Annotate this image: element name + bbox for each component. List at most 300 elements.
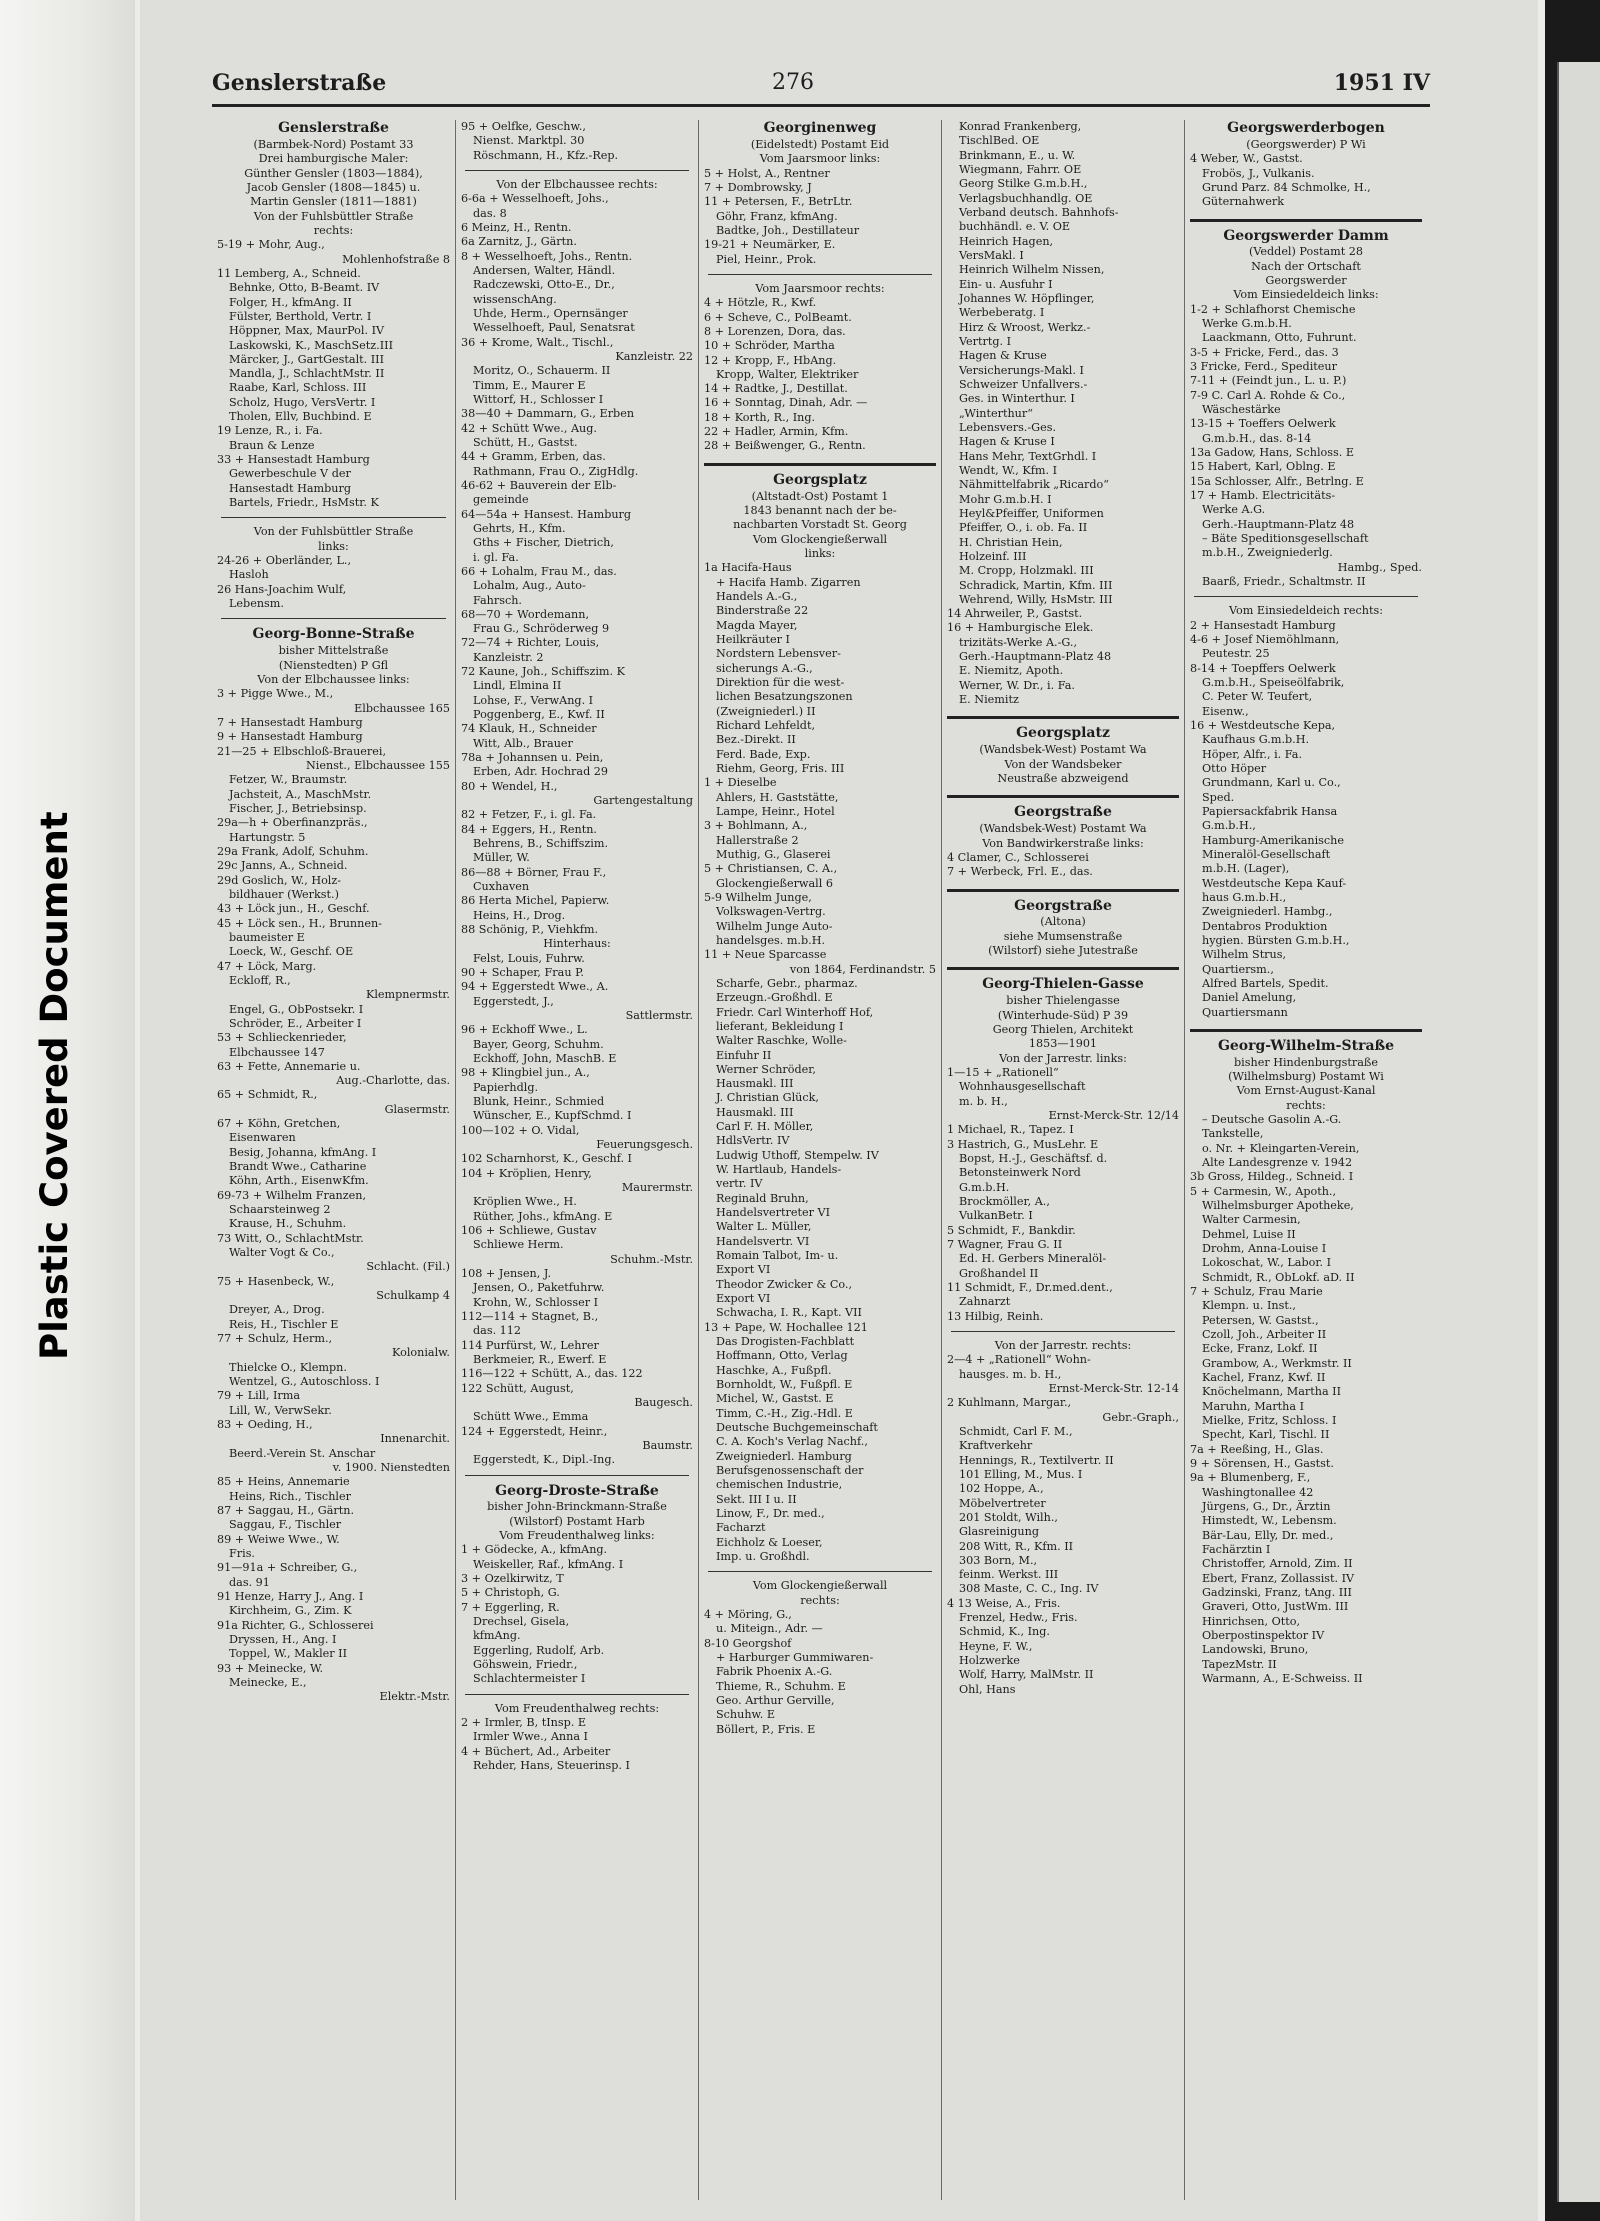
directory-entry: 7 + Werbeck, Frl. E., das. [947,865,1093,879]
directory-entry: 63 + Fette, Annemarie u. [217,1059,361,1073]
directory-entry: Innenarchit. [380,1432,450,1446]
directory-entry: Ferd. Bade, Exp. [716,747,811,761]
column-5 [1184,120,1427,2200]
street-note: siehe Mumsenstraße [1003,929,1123,943]
directory-entry: 2 + Hansestadt Hamburg [1190,618,1336,632]
directory-entry: 17 + Hamb. Electricitäts- [1190,489,1336,503]
directory-entry: Handelsvertr. VI [716,1234,810,1248]
directory-entry: Schradick, Martin, Kfm. III [959,578,1113,592]
directory-entry: Tankstelle, [1202,1127,1264,1141]
street-note: (Georgswerder) P Wi [1246,137,1366,151]
directory-entry: 7-9 C. Carl A. Rohde & Co., [1190,388,1346,402]
directory-entry: 3 + Ozelkirwitz, T [461,1572,564,1586]
directory-entry: 7 + Dombrowsky, J [704,180,812,194]
directory-entry: 75 + Hasenbeck, W., [217,1274,335,1288]
page-content [212,64,1430,2204]
directory-entry: Lohalm, Aug., Auto- [473,579,586,593]
directory-entry: 95 + Oelfke, Geschw., [461,120,586,133]
street-note: 1853—1901 [1028,1037,1098,1051]
directory-entry: – Bäte Speditionsgesellschaft [1202,532,1369,546]
directory-entry: Toppel, W., Makler II [229,1647,348,1661]
street-heading: Georg-Droste-Straße [495,1482,659,1499]
directory-page [140,0,1538,2221]
directory-entry: 122 Schütt, August, [461,1381,574,1395]
directory-entry: 78a + Johannsen u. Pein, [461,751,604,765]
directory-entry: HdlsVertr. IV [716,1134,790,1148]
directory-entry: 22 + Hadler, Armin, Kfm. [704,425,849,439]
directory-entry: 64—54a + Hansest. Hamburg [461,507,632,521]
directory-entry: Feuerungsgesch. [596,1137,693,1151]
directory-entry: Heins, H., Drog. [473,908,566,922]
directory-entry: Heinrich Hagen, [959,234,1054,248]
directory-entry: Thieme, R., Schuhm. E [716,1679,846,1693]
directory-entry: Gebr.-Graph., [1102,1410,1179,1424]
directory-entry: Georg Stilke G.m.b.H., [959,177,1088,191]
directory-entry: Frenzel, Hedw., Fris. [959,1611,1078,1625]
directory-entry: 8 + Wesselhoeft, Johs., Rentn. [461,249,633,263]
directory-entry: 101 Elling, M., Mus. I [959,1467,1083,1481]
street-note: (Wandsbek-West) Postamt Wa [979,743,1147,757]
directory-entry: 8-10 Georgshof [704,1636,792,1650]
directory-entry: Mineralöl-Gesellschaft [1202,847,1331,861]
directory-entry: Höper, Alfr., i. Fa. [1202,747,1303,761]
directory-entry: 82 + Fetzer, F., i. gl. Fa. [461,808,597,822]
directory-entry: 5 + Carmesin, W., Apoth., [1190,1184,1337,1198]
street-note: Jacob Gensler (1808—1845) u. [246,180,421,194]
street-note: Von der Fuhlsbüttler Straße [253,209,414,223]
directory-entry: Knöchelmann, Martha II [1202,1385,1342,1399]
directory-entry: 11 Schmidt, F., Dr.med.dent., [947,1280,1113,1294]
directory-entry: Otto Höper [1202,761,1267,775]
street-note: (Altstadt-Ost) Postamt 1 [751,489,889,503]
directory-entry: Ernst-Merck-Str. 12-14 [1048,1381,1179,1395]
directory-entry: Hausmakl. III [716,1105,794,1119]
directory-entry: Nordstern Lebensver- [716,647,841,661]
street-note: rechts: [1286,1098,1326,1112]
directory-entry: 16 + Hamburgische Elek. [947,621,1094,635]
directory-entry: 19 Lenze, R., i. Fa. [217,424,323,438]
directory-entry: Gartengestaltung [593,794,693,808]
directory-entry: 303 Born, M., [959,1553,1038,1567]
directory-entry: Petersen, W. Gastst., [1202,1313,1319,1327]
directory-entry: Theodor Zwicker & Co., [716,1277,853,1291]
directory-entry: Schuhm.-Mstr. [610,1252,693,1266]
directory-entry: Sattlermstr. [625,1009,693,1023]
directory-entry: Hirz & Wroost, Werkz.- [959,320,1091,334]
directory-entry: (Zweigniederl.) II [716,704,816,718]
directory-entry: VulkanBetr. I [959,1209,1033,1223]
directory-entry: 46-62 + Bauverein der Elb- [461,478,617,492]
directory-entry: Ges. in Winterthur. I [959,392,1075,406]
directory-entry: Ebert, Franz, Zollassist. IV [1202,1571,1355,1585]
street-note: (Wandsbek-West) Postamt Wa [979,822,1147,836]
directory-entry: Vertrtg. I [959,334,1012,348]
street-heading: Georgstraße [1014,804,1112,821]
directory-entry: Kraftverkehr [959,1439,1033,1453]
directory-entry: Berufsgenossenschaft der [716,1464,864,1478]
directory-entry: Werner Schröder, [716,1062,816,1076]
directory-entry: 13 Hilbig, Reinh. [947,1309,1044,1323]
directory-entry: Hasloh [229,568,269,582]
directory-entry: o. Nr. + Kleingarten-Verein, [1202,1141,1360,1155]
directory-entry: 4 + Hötzle, R., Kwf. [704,296,817,310]
directory-entry: VersMakl. I [959,248,1024,262]
directory-entry: Alfred Bartels, Spedit. [1202,976,1329,990]
directory-entry: Ohl, Hans [959,1682,1016,1696]
directory-entry: Laackmann, Otto, Fuhrunt. [1202,331,1357,345]
directory-entry: E. Niemitz, Apoth. [959,664,1064,678]
directory-entry: 36 + Krome, Walt., Tischl., [461,335,614,349]
directory-entry: Dehmel, Luise II [1202,1227,1296,1241]
directory-entry: Das Drogisten-Fachblatt [716,1335,855,1349]
directory-entry: Witt, Alb., Brauer [473,736,573,750]
directory-entry: 2—4 + „Rationell“ Wohn- [947,1353,1091,1367]
directory-entry: 84 + Eggers, H., Rentn. [461,822,597,836]
directory-entry: 1—15 + „Rationell“ [947,1066,1059,1079]
directory-entry: 1 Michael, R., Tapez. I [947,1123,1074,1137]
street-note: links: [804,547,836,561]
directory-entry: lichen Besatzungszonen [716,690,853,704]
directory-entry: Kanzleistr. 2 [473,650,544,664]
directory-entry: Ahlers, H. Gaststätte, [716,790,839,804]
directory-entry: Baugesch. [634,1395,693,1409]
directory-entry: Lebensvers.-Ges. [959,420,1057,434]
directory-entry: handelsges. m.b.H. [716,933,826,947]
directory-entry: Meinecke, E., [229,1675,307,1689]
section-divider [465,1475,689,1476]
directory-entry: 53 + Schlieckenrieder, [217,1031,347,1045]
directory-entry: Brandt Wwe., Catharine [229,1160,367,1174]
directory-entry: Specht, Karl, Tischl. II [1202,1428,1330,1442]
directory-entry: 94 + Eggerstedt Wwe., A. [461,980,609,994]
street-note: Von der Elbchaussee rechts: [496,177,658,191]
directory-entry: Kanzleistr. 22 [615,349,693,363]
directory-entry: Eckloff, R., [229,973,291,987]
directory-entry: 14 + Radtke, J., Destillat. [704,382,848,396]
street-note: (Nienstedten) P Gfl [278,658,389,672]
directory-entry: Jachsteit, A., MaschMstr. [229,787,372,801]
street-note: (Veddel) Postamt 28 [1248,245,1364,259]
directory-entry: Ein- u. Ausfuhr I [959,277,1053,291]
directory-columns [212,120,1430,2200]
directory-entry: Göhswein, Friedr., [473,1658,578,1672]
directory-entry: Moritz, O., Schauerm. II [473,364,611,378]
directory-entry: 86 Herta Michel, Papierw. [461,894,610,908]
street-heading: Georgsplatz [1016,725,1110,742]
directory-entry: Schliewe Herm. [473,1238,564,1252]
directory-entry: 1 + Dieselbe [704,776,777,790]
directory-entry: Elbchaussee 147 [229,1045,325,1059]
directory-entry: Konrad Frankenberg, [959,120,1082,133]
directory-entry: 87 + Saggau, H., Gärtn. [217,1504,355,1517]
directory-entry: Heyl&Pfeiffer, Uniformen [959,506,1104,520]
directory-entry: Wolf, Harry, MalMstr. II [959,1668,1094,1682]
directory-entry: Schütt Wwe., Emma [473,1410,589,1424]
directory-entry: Maurermstr. [621,1180,693,1194]
directory-entry: Eggerstedt, J., [473,994,554,1008]
directory-entry: Fahrsch. [473,593,522,607]
directory-entry: Bär-Lau, Elly, Dr. med., [1202,1528,1334,1542]
directory-entry: 4 Clamer, C., Schlosserei [947,850,1089,864]
directory-entry: 7 Wagner, Frau G. II [947,1237,1063,1251]
directory-entry: Quartiersm., [1202,962,1274,976]
directory-entry: 73 Witt, O., SchlachtMstr. [217,1231,364,1245]
directory-entry: m.b.H. (Lager), [1202,862,1290,876]
directory-entry: Hinrichsen, Otto, [1202,1614,1301,1628]
directory-entry: Badtke, Joh., Destillateur [716,223,860,237]
directory-entry: Laskowski, K., MaschSetz.III [229,338,393,352]
directory-entry: chemischen Industrie, [716,1478,843,1492]
running-head-street: Genslerstraße [212,70,387,96]
street-note: Georgswerder [1265,274,1347,288]
directory-entry: 2 + Irmler, B, tInsp. E [461,1716,587,1730]
directory-entry: Haschke, A., Fußpfl. [716,1363,832,1377]
directory-entry: 89 + Weiwe Wwe., W. [217,1532,340,1546]
directory-entry: Himstedt, W., Lebensm. [1202,1514,1337,1528]
directory-entry: 93 + Meinecke, W. [217,1661,324,1675]
directory-entry: 7 + Eggerling, R. [461,1600,560,1614]
directory-entry: Wilhelm Strus, [1202,948,1287,962]
directory-entry: 7 + Schulz, Frau Marie [1190,1285,1323,1298]
street-note: (Barmbek-Nord) Postamt 33 [253,137,414,151]
street-note: Von der Jarrestr. rechts: [994,1338,1132,1352]
directory-entry: 29a Frank, Adolf, Schuhm. [217,844,369,858]
directory-entry: 108 + Jensen, J. [461,1266,552,1280]
directory-entry: Westdeutsche Kepa Kauf- [1202,876,1347,890]
directory-entry: vertr. IV [716,1177,763,1191]
directory-entry: 6 + Scheve, C., PolBeamt. [704,310,852,324]
directory-entry: Schmidt, R., ObLokf. aD. II [1202,1270,1355,1284]
directory-entry: Klempnermstr. [365,988,450,1002]
directory-entry: 4 13 Weise, A., Fris. [947,1596,1061,1610]
directory-entry: Ed. H. Gerbers Mineralöl- [959,1252,1107,1266]
directory-entry: Fülster, Berthold, Vertr. I [229,309,372,323]
street-note: (Eidelstedt) Postamt Eid [750,137,890,151]
directory-entry: Kachel, Franz, Kwf. II [1202,1370,1326,1384]
section-divider [465,170,689,171]
directory-entry: Möbelvertreter [959,1496,1046,1510]
street-note: (Altona) [1040,915,1086,929]
directory-entry: Lebensm. [229,597,284,611]
directory-entry: Wohnhausgesellschaft [959,1080,1086,1094]
directory-entry: Schweizer Unfallvers.- [959,377,1088,391]
directory-entry: bildhauer (Werkst.) [229,887,339,901]
directory-entry: Wilhelmsburger Apotheke, [1202,1199,1354,1213]
directory-entry: Erben, Adr. Hochrad 29 [473,765,609,779]
directory-entry: Sped. [1202,790,1235,804]
directory-entry: v. 1900. Nienstedten [332,1461,450,1475]
directory-entry: 4-6 + Josef Niemöhlmann, [1190,632,1340,646]
directory-entry: 16 + Sonntag, Dinah, Adr. — [704,396,868,410]
directory-entry: das. 112 [473,1324,522,1338]
directory-entry: Hennings, R., Textilvertr. II [959,1453,1114,1467]
directory-entry: Gths + Fischer, Dietrich, [473,536,614,550]
street-note: links: [318,539,349,553]
directory-entry: Romain Talbot, Im- u. [716,1249,839,1263]
directory-entry: 29c Janns, A., Schneid. [217,859,348,873]
directory-entry: 5 + Christiansen, C. A., [704,862,838,876]
directory-entry: Schulkamp 4 [376,1289,450,1303]
directory-entry: Irmler Wwe., Anna I [473,1730,588,1744]
directory-entry: 79 + Lill, Irma [217,1389,301,1403]
directory-entry: Lokoschat, W., Labor. I [1202,1256,1332,1270]
directory-entry: Glasreinigung [959,1525,1039,1539]
directory-entry: 3 Fricke, Ferd., Spediteur [1190,360,1337,374]
street-note: nachbarten Vorstadt St. Georg [733,518,907,532]
directory-entry: Kolonialw. [392,1346,450,1360]
directory-entry: Gerh.-Hauptmann-Platz 48 [959,650,1112,664]
section-divider [708,1571,932,1572]
directory-entry: J. Christian Glück, [716,1091,819,1105]
directory-entry: Lill, W., VerwSekr. [229,1403,332,1417]
directory-entry: Werbeberatg. I [959,306,1045,320]
directory-entry: Glasermstr. [384,1102,450,1116]
directory-entry: Ernst-Merck-Str. 12/14 [1048,1108,1179,1122]
directory-entry: E. Niemitz [959,693,1019,707]
directory-entry: 26 Hans-Joachim Wulf, [217,582,347,596]
directory-entry: Christoffer, Arnold, Zim. II [1202,1557,1353,1571]
directory-entry: Radczewski, Otto-E., Dr., [473,278,615,292]
directory-entry: Baumstr. [642,1438,693,1452]
directory-entry: Köhn, Arth., EisenwKfm. [229,1174,369,1188]
directory-entry: Reginald Bruhn, [716,1191,809,1205]
directory-entry: Jensen, O., Paketfuhrw. [473,1281,605,1295]
street-note: Vom Glockengießerwall [752,1579,888,1593]
street-note: Vom Freudenthalweg links: [499,1529,655,1543]
directory-entry: 3b Gross, Hildeg., Schneid. I [1190,1170,1354,1184]
street-heading: Georginenweg [763,120,877,136]
directory-entry: 8 + Lorenzen, Dora, das. [704,324,846,338]
street-note: bisher Hindenburgstraße [1234,1055,1378,1069]
section-divider [221,517,446,518]
directory-entry: Export VI [716,1292,771,1306]
directory-entry: sicherungs A.-G., [716,661,813,675]
directory-entry: 4 + Büchert, Ad., Arbeiter [461,1744,611,1758]
directory-entry: Beerd.-Verein St. Anschar [229,1446,376,1460]
directory-entry: 91a Richter, G., Schlosserei [217,1618,374,1632]
directory-entry: Thielcke O., Klempn. [229,1360,347,1374]
directory-entry: Weiskeller, Raf., kfmAng. I [473,1557,624,1571]
column-3 [698,120,941,2200]
directory-entry: hygien. Bürsten G.m.b.H., [1202,933,1350,947]
directory-entry: Frau G., Schröderweg 9 [473,622,610,636]
directory-entry: 8-14 + Toepffers Oelwerk [1190,661,1336,675]
directory-entry: 9a + Blumenberg, F., [1190,1471,1311,1485]
directory-entry: 45 + Löck sen., H., Brunnen- [217,916,382,930]
directory-entry: Einfuhr II [716,1048,772,1062]
directory-entry: 28 + Beißwenger, G., Rentn. [704,439,866,453]
directory-entry: Poggenberg, E., Kwf. II [473,708,605,722]
directory-entry: 66 + Lohalm, Frau M., das. [461,564,617,578]
directory-entry: Heins, Rich., Tischler [229,1489,351,1503]
directory-entry: Behrens, B., Schiffszim. [473,837,609,851]
directory-entry: Landowski, Bruno, [1202,1643,1309,1657]
directory-entry: 47 + Löck, Marg. [217,959,317,973]
directory-entry: das. 91 [229,1575,270,1589]
directory-entry: Magda Mayer, [716,618,798,632]
directory-entry: Carl F. H. Möller, [716,1120,814,1134]
directory-entry: 15 Habert, Karl, Oblng. E [1190,460,1336,474]
directory-entry: 1a Hacifa-Haus [704,561,792,575]
section-divider [465,1694,689,1695]
directory-entry: Walter Carmesin, [1202,1213,1301,1227]
directory-entry: 102 Scharnhorst, K., Geschf. I [461,1152,632,1166]
directory-entry: Piel, Heinr., Prok. [716,252,817,266]
directory-entry: lieferant, Bekleidung I [716,1019,844,1033]
directory-entry: 114 Purfürst, W., Lehrer [461,1338,599,1352]
section-divider [1194,596,1418,597]
directory-entry: Besig, Johanna, kfmAng. I [229,1145,377,1159]
directory-entry: 91 Henze, Harry J., Ang. I [217,1589,364,1603]
directory-entry: 33 + Hansestadt Hamburg [217,453,370,467]
street-note: Vom Einsiedeldeich rechts: [1228,604,1384,618]
street-note: bisher Mittelstraße [278,644,389,658]
directory-entry: 13-15 + Toeffers Oelwerk [1190,417,1336,431]
left-margin [0,0,135,2221]
directory-entry: 24-26 + Oberländer, L., [217,554,352,568]
directory-entry: 11 + Petersen, F., BetrLtr. [704,195,853,209]
directory-entry: 308 Maste, C. C., Ing. IV [959,1582,1099,1596]
directory-entry: Engel, G., ObPostsekr. I [229,1002,364,1016]
section-divider [1190,1029,1422,1032]
directory-entry: Tholen, Ellv, Buchbind. E [229,410,372,424]
directory-entry: Fetzer, W., Braumstr. [229,773,348,787]
directory-entry: Nähmittelfabrik „Ricardo“ [959,478,1109,492]
directory-entry: G.m.b.H., das. 8-14 [1202,431,1312,445]
directory-entry: Aug.-Charlotte, das. [336,1074,450,1088]
directory-entry: 7 + Hansestadt Hamburg [217,715,363,729]
directory-entry: Wilhelm Junge Auto- [716,919,833,933]
directory-entry: Peutestr. 25 [1202,647,1270,661]
directory-entry: Berkmeier, R., Ewerf. E [473,1352,607,1366]
directory-entry: TischlBed. OE [959,134,1040,148]
section-divider [947,967,1179,970]
directory-entry: Brinkmann, E., u. W. [959,148,1076,162]
directory-entry: Cuxhaven [473,880,530,894]
directory-entry: Werke A.G. [1202,503,1266,517]
directory-entry: Riehm, Georg, Fris. III [716,761,845,775]
directory-entry: Fabrik Phoenix A.-G. [716,1665,833,1679]
street-note: bisher John-Brinckmann-Straße [487,1500,667,1514]
directory-entry: 208 Witt, R., Kfm. II [959,1539,1074,1553]
directory-entry: Kropp, Walter, Elektriker [716,367,859,381]
directory-entry: Blunk, Heinr., Schmied [473,1094,605,1108]
directory-entry: Betonsteinwerk Nord [959,1166,1081,1180]
directory-entry: C. A. Koch's Verlag Nachf., [716,1435,868,1449]
directory-entry: 116—122 + Schütt, A., das. 122 [461,1367,643,1381]
directory-entry: 5-9 Wilhelm Junge, [704,890,812,904]
directory-entry: Hansestadt Hamburg [229,481,352,495]
directory-entry: Eisenw., [1202,704,1249,718]
directory-entry: Hartungstr. 5 [229,830,306,844]
directory-entry: Werner, W. Dr., i. Fa. [959,678,1075,692]
directory-entry: Mandla, J., SchlachtMstr. II [229,367,385,381]
directory-entry: Wiegmann, Fahrr. OE [959,162,1082,176]
street-note: Georg Thielen, Architekt [992,1023,1134,1037]
directory-entry: Erzeugn.-Großhdl. E [716,991,833,1005]
street-note: Von der Fuhlsbüttler Straße [253,525,414,539]
directory-entry: 6 Meinz, H., Rentn. [461,220,572,234]
directory-entry: Imp. u. Großhdl. [716,1549,810,1563]
directory-entry: Gehrts, H., Kfm. [473,521,566,535]
directory-entry: Heinrich Wilhelm Nissen, [959,263,1105,277]
street-note: Hinterhaus: [543,937,611,951]
section-divider [947,795,1179,798]
directory-entry: 65 + Schmidt, R., [217,1088,318,1102]
directory-entry: Ludwig Uthoff, Stempelw. IV [716,1148,879,1162]
directory-entry: 42 + Schütt Wwe., Aug. [461,421,597,435]
street-note: Nach der Ortschaft [1251,259,1361,273]
